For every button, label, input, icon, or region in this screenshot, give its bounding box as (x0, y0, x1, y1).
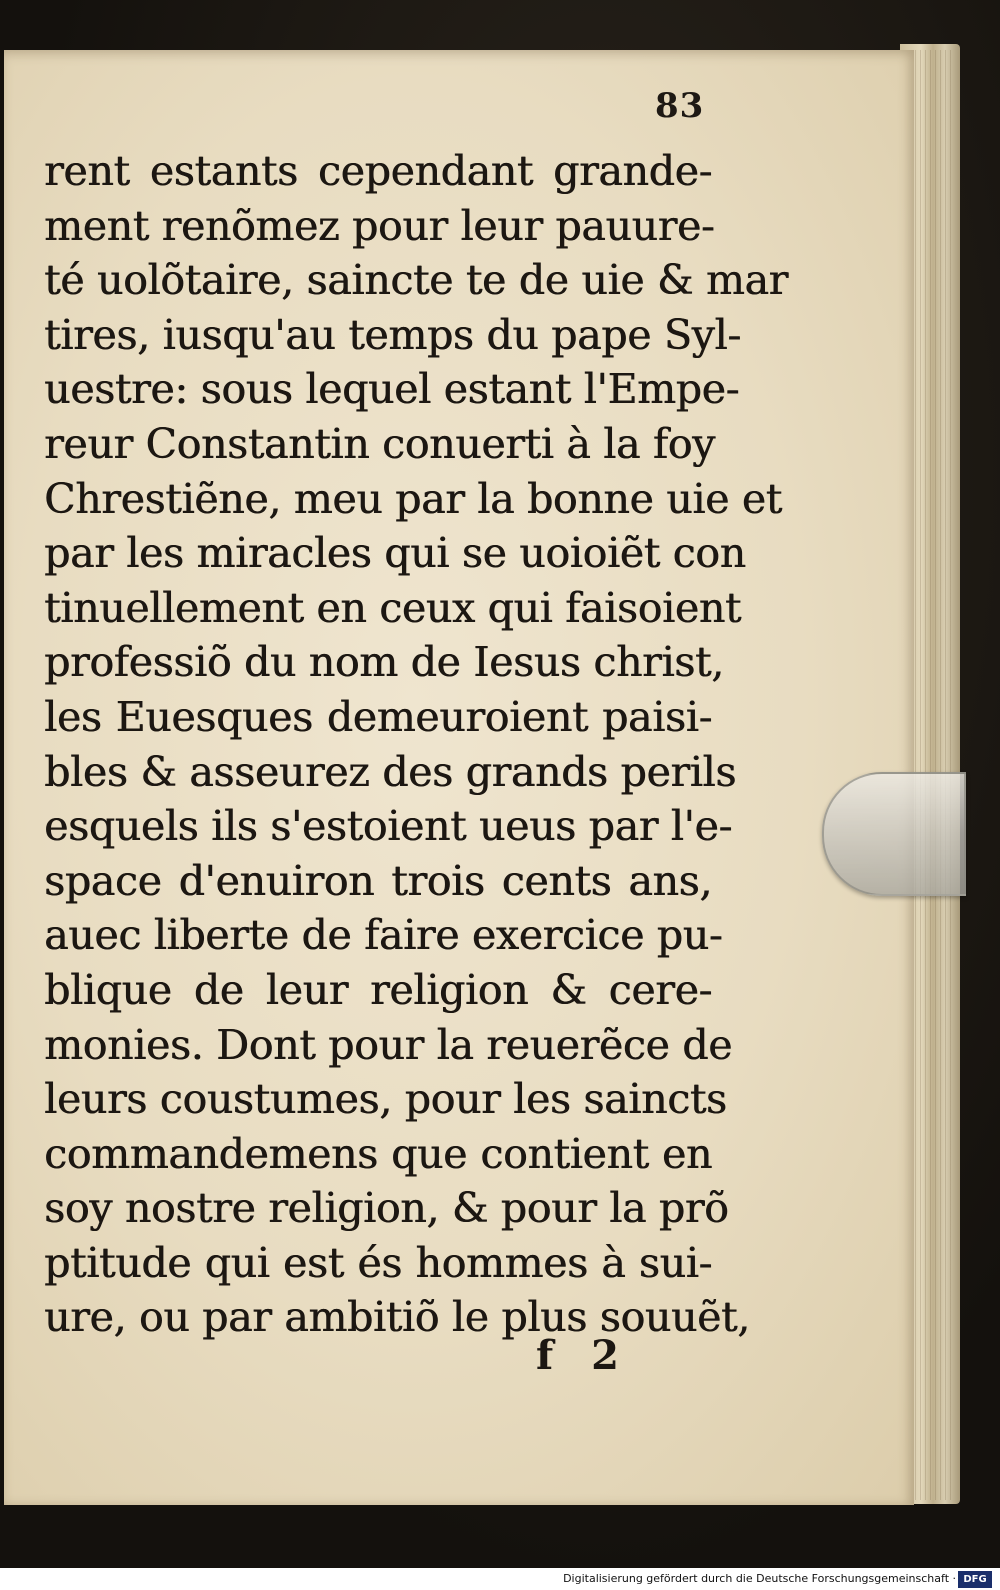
text-line: ure, ou par ambitiõ le plus souuẽt, (44, 1293, 750, 1342)
text-line: esquels ils s'estoient ueus par l'e- (44, 802, 732, 851)
signature-mark: f 2 (536, 1332, 631, 1379)
text-line: soy nostre religion, & pour la prõ (44, 1184, 729, 1233)
funding-credit: Digitalisierung gefördert durch die Deutsche Forschungsgemeinschaft · (563, 1572, 956, 1585)
text-line: tinuellement en ceux qui faisoient (44, 583, 742, 632)
dfg-logo: DFG (958, 1571, 992, 1588)
text-line: bles & asseurez des grands perils (44, 747, 736, 796)
text-line: reur Constantin conuerti à la foy (44, 419, 715, 468)
text-line: uestre: sous lequel estant l'Empe- (44, 365, 740, 414)
text-line: monies. Dont pour la reuerẽce de (44, 1020, 733, 1069)
text-line: space d'enuiron trois cents ans, (44, 856, 712, 905)
page-number: 83 (655, 86, 705, 126)
text-line: par les miracles qui se uoioiẽt con (44, 529, 746, 578)
text-line: té uolõtaire, saincte te de uie & mar (44, 256, 788, 305)
text-line: ment renõmez pour leur pauure- (44, 201, 715, 250)
page-clip (822, 772, 966, 896)
text-line: tires, iusqu'au temps du pape Syl- (44, 310, 741, 359)
text-line: ptitude qui est és hommes à sui- (44, 1238, 712, 1287)
text-line: les Euesques demeuroient paisi- (44, 692, 712, 741)
text-line: blique de leur religion & cere- (44, 965, 712, 1014)
text-line: rent estants cependant grande- (44, 147, 712, 195)
text-line: auec liberte de faire exercice pu- (44, 911, 723, 960)
text-line: leurs coustumes, pour les saincts (44, 1075, 727, 1124)
text-line: professiõ du nom de Iesus christ, (44, 638, 724, 687)
text-line: commandemens que contient en (44, 1129, 712, 1178)
body-text (44, 144, 788, 1345)
text-line: Chrestiẽne, meu par la bonne uie et (44, 474, 782, 523)
